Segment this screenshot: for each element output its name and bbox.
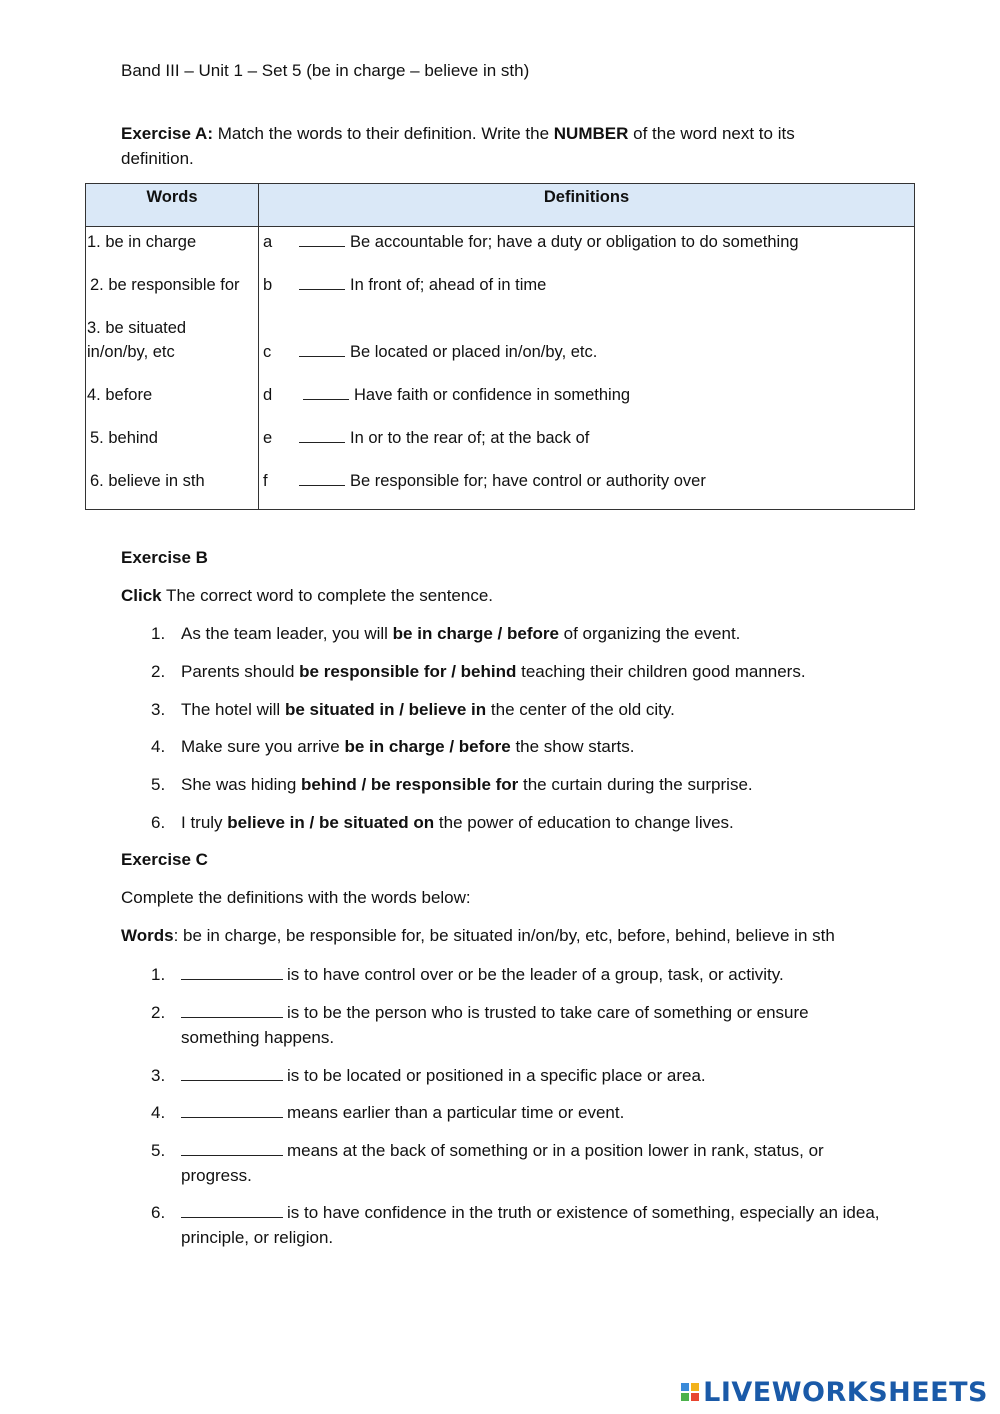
definition-number: 2. (151, 1003, 166, 1022)
fill-blank[interactable] (181, 964, 283, 980)
definition-letter: f (263, 472, 268, 490)
sentence-item (121, 812, 881, 850)
sentence-start: As the team leader, you will (181, 624, 393, 643)
sentence-end: the curtain during the surprise. (518, 775, 753, 795)
definition-letter: b (263, 276, 273, 294)
sentence-number: 5. (151, 775, 166, 795)
word-item: 3. be situated (87, 319, 187, 337)
definition-row (263, 230, 799, 254)
definition-number: 6. (151, 1203, 166, 1222)
word-item: 6. believe in sth (90, 472, 205, 490)
answer-blank[interactable] (299, 342, 345, 357)
definition-row (263, 383, 630, 407)
word-bank-list: : be in charge, be responsible for, be situated in/on/by, etc, before, behind, believe in sth (173, 926, 835, 945)
exercise-b-title: Exercise B (121, 548, 208, 567)
word-item: in/on/by, etc (87, 343, 175, 361)
definition-letter: a (263, 233, 273, 251)
definition-text: is to have confidence in the truth or existence of something, especially an idea, principle, or religion. (181, 1203, 880, 1247)
sentence-start: She was hiding (181, 775, 302, 795)
definition-text: Be responsible for; have control or authority over (350, 472, 706, 490)
matching-table (85, 183, 915, 510)
definition-text: In or to the rear of; at the back of (350, 429, 590, 447)
fill-blank[interactable] (181, 1102, 283, 1118)
logo-icon (681, 1383, 699, 1401)
definition-text: Have faith or confidence in something (354, 386, 631, 404)
definition-text: In front of; ahead of in time (350, 276, 547, 294)
logo-text: LIVEWORKSHEETS (703, 1376, 988, 1408)
sentence-number: 2. (151, 661, 166, 681)
definition-letter: d (263, 386, 273, 404)
sentence-end: of organizing the event. (558, 624, 741, 643)
exercise-a-text: Match the words to their definition. Write the (212, 124, 554, 143)
answer-blank[interactable] (299, 275, 345, 290)
fill-blank[interactable] (181, 1140, 283, 1156)
sentence-number: 3. (151, 699, 166, 719)
fill-blank[interactable] (181, 1202, 283, 1218)
exercise-c-instruction: Complete the definitions with the words below: (121, 888, 471, 907)
sentence-start: The hotel will (181, 699, 285, 719)
word-choice[interactable]: be situated in / believe in (284, 699, 487, 719)
definition-text: is to be located or positioned in a specific place or area. (287, 1066, 706, 1085)
exercise-a-instructions (121, 121, 861, 171)
liveworksheets-logo (681, 1372, 988, 1412)
definition-row (263, 273, 546, 297)
instruction-bold: Click (121, 586, 162, 605)
definition-text: Be accountable for; have a duty or obligation to do something (350, 233, 799, 251)
sentence-number: 1. (151, 624, 166, 643)
definition-text: means at the back of something or in a position lower in rank, status, or progress. (181, 1141, 824, 1185)
sentence-end: the show starts. (510, 737, 635, 757)
exercise-a-emphasis: NUMBER (553, 124, 629, 143)
definition-row (263, 340, 597, 364)
word-item: 4. before (87, 386, 153, 404)
words-header: Words (86, 184, 259, 227)
definition-number: 4. (151, 1103, 166, 1122)
definition-text: is to be the person who is trusted to take care of something or ensure something happens. (181, 1003, 809, 1047)
definition-row (263, 469, 706, 493)
sentence-item (121, 661, 881, 699)
sentence-number: 4. (151, 737, 166, 757)
definition-letter: e (263, 429, 273, 447)
sentence-list (121, 623, 881, 850)
fill-blank[interactable] (181, 1002, 283, 1018)
words-column (86, 227, 259, 510)
word-item: 2. be responsible for (90, 276, 240, 294)
word-choice[interactable]: believe in / be situated on (227, 812, 435, 832)
word-bank (121, 926, 835, 946)
sentence-start: Parents should (181, 661, 300, 681)
sentence-end: teaching their children good manners. (516, 661, 806, 681)
sentence-item (121, 736, 881, 774)
definition-number: 1. (151, 965, 166, 984)
word-item: 5. behind (90, 429, 158, 447)
answer-blank[interactable] (299, 232, 345, 247)
answer-blank[interactable] (299, 428, 345, 443)
answer-blank[interactable] (303, 385, 349, 400)
exercise-a-text-2: of the word next to its definition. (121, 124, 795, 168)
definition-number: 3. (151, 1066, 166, 1085)
answer-blank[interactable] (299, 471, 345, 486)
definition-text: means earlier than a particular time or event. (287, 1103, 625, 1122)
definition-row (263, 426, 589, 450)
definition-letter: c (263, 343, 272, 361)
definition-text: Be located or placed in/on/by, etc. (350, 343, 598, 361)
sentence-number: 6. (151, 812, 166, 832)
fill-blank[interactable] (181, 1065, 283, 1081)
word-choice[interactable]: behind / be responsible for (301, 775, 519, 795)
word-bank-label: Words (121, 926, 174, 945)
sentence-end: the power of education to change lives. (434, 812, 734, 832)
instruction-text: The correct word to complete the sentence. (161, 586, 493, 605)
definition-number: 5. (151, 1141, 166, 1160)
page-title: Band III – Unit 1 – Set 5 (be in charge – believe in sth) (121, 61, 530, 80)
word-item: 1. be in charge (87, 233, 197, 251)
sentence-end: the center of the old city. (486, 699, 675, 719)
sentence-item (121, 623, 881, 661)
sentence-item (121, 774, 881, 812)
definitions-header: Definitions (259, 184, 915, 227)
exercise-b-instruction (121, 586, 493, 606)
definition-text: is to have control over or be the leader of a group, task, or activity. (287, 965, 784, 984)
word-choice[interactable]: be in charge / before (392, 624, 559, 643)
word-choice[interactable]: be responsible for / behind (299, 661, 517, 681)
definitions-column (259, 227, 915, 510)
sentence-item (121, 699, 881, 737)
word-choice[interactable]: be in charge / before (344, 737, 511, 757)
exercise-a-label: Exercise A: (121, 124, 213, 143)
sentence-start: I truly (181, 812, 228, 832)
sentence-start: Make sure you arrive (181, 737, 345, 757)
exercise-c-title: Exercise C (121, 850, 208, 869)
